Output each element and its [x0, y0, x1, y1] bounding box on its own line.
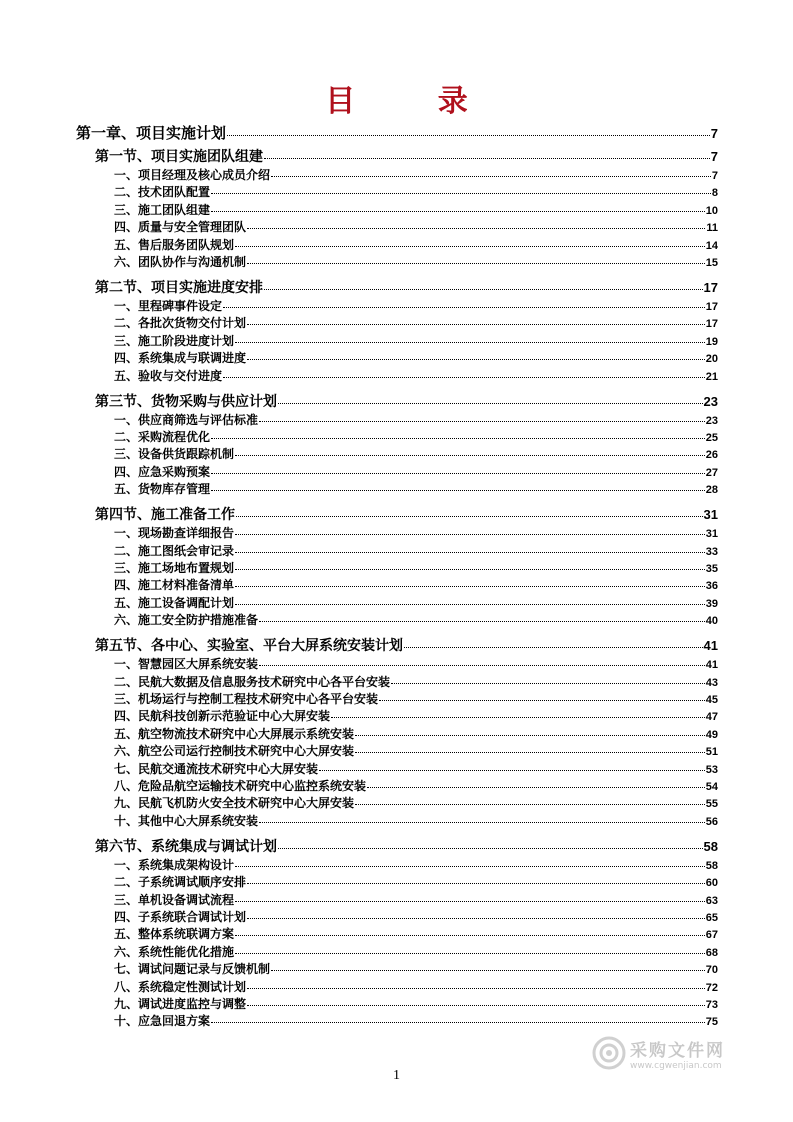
- toc-leader-dots: [235, 455, 705, 456]
- toc-page-number: 15: [705, 257, 718, 269]
- toc-leader-dots: [247, 263, 705, 264]
- toc-section[interactable]: [95, 840, 718, 854]
- toc-leader-dots: [211, 438, 705, 439]
- toc-entry-label: 五、整体系统联调方案: [114, 927, 235, 942]
- toc-entry-label: 一、供应商筛选与评估标准: [114, 412, 259, 427]
- toc-leader-dots: [236, 516, 703, 517]
- toc-leader-dots: [259, 421, 705, 422]
- toc-entry-label: 第三节、货物采购与供应计划: [95, 393, 277, 410]
- toc-leader-dots: [355, 804, 705, 805]
- toc-page-number: 47: [705, 711, 718, 724]
- toc-page-number: 67: [705, 929, 718, 942]
- toc-item[interactable]: [114, 894, 718, 907]
- toc-section[interactable]: [95, 395, 718, 409]
- toc-page-number: 73: [705, 999, 718, 1011]
- watermark-name: 采购文件网: [630, 1040, 725, 1061]
- toc-leader-dots: [235, 604, 705, 605]
- toc-item[interactable]: [114, 414, 718, 427]
- watermark: [592, 1030, 752, 1076]
- toc-item[interactable]: [114, 963, 718, 976]
- toc-entry-label: 七、调试问题记录与反馈机制: [114, 962, 271, 977]
- toc-item[interactable]: [114, 1015, 718, 1028]
- toc-item[interactable]: [114, 239, 718, 252]
- toc-page-number: 23: [703, 393, 718, 409]
- toc-page-number: 58: [705, 859, 718, 872]
- toc-entry-label: 三、施工场地布置规划: [114, 561, 235, 575]
- toc-item[interactable]: [114, 658, 718, 671]
- toc-entry-label: 第六节、系统集成与调试计划: [95, 838, 277, 855]
- toc-item[interactable]: [114, 928, 718, 941]
- toc-entry-label: 六、团队协作与沟通机制: [114, 255, 247, 269]
- toc-entry-label: 四、施工材料准备清单: [114, 578, 235, 593]
- toc-item[interactable]: [114, 221, 718, 234]
- toc-page-number: 36: [705, 580, 718, 593]
- toc-entry-label: 五、验收与交付进度: [114, 368, 223, 383]
- toc-leader-dots: [355, 752, 705, 753]
- toc-entry-label: 五、货物库存管理: [114, 482, 211, 497]
- toc-item[interactable]: [114, 981, 718, 994]
- toc-leader-dots: [223, 307, 705, 308]
- toc-leader-dots: [235, 342, 705, 343]
- toc-leader-dots: [259, 822, 705, 823]
- toc-entry-label: 八、系统稳定性测试计划: [114, 979, 247, 994]
- toc-section[interactable]: [95, 281, 718, 295]
- toc-leader-dots: [223, 377, 705, 378]
- toc-item[interactable]: [114, 998, 718, 1011]
- toc-leader-dots: [259, 665, 705, 666]
- toc-page-number: 7: [710, 126, 718, 141]
- toc-page-number: 21: [705, 370, 718, 383]
- toc-item[interactable]: [114, 911, 718, 924]
- toc-entry-label: 四、民航科技创新示范验证中心大屏安装: [114, 709, 331, 724]
- toc-leader-dots: [247, 988, 705, 989]
- toc-entry-label: 八、危险品航空运输技术研究中心监控系统安装: [114, 779, 367, 793]
- page-number: 1: [393, 1068, 400, 1083]
- toc-leader-dots: [355, 735, 705, 736]
- toc-page-number: 17: [705, 301, 718, 313]
- toc-leader-dots: [264, 289, 703, 290]
- toc-section[interactable]: [95, 508, 718, 522]
- toc-leader-dots: [235, 246, 705, 247]
- toc-page-number: 14: [705, 239, 718, 252]
- toc-leader-dots: [211, 211, 705, 212]
- toc-leader-dots: [404, 647, 703, 648]
- toc-entry-label: 六、航空公司运行控制技术研究中心大屏安装: [114, 744, 355, 759]
- toc-entry-label: 三、施工团队组建: [114, 202, 211, 217]
- toc-leader-dots: [235, 552, 705, 553]
- toc-section[interactable]: [95, 639, 718, 653]
- toc-item[interactable]: [114, 335, 718, 348]
- toc-page-number: 70: [705, 964, 718, 977]
- toc-entry-label: 一、智慧园区大屏系统安装: [114, 657, 259, 672]
- toc-item[interactable]: [114, 300, 718, 313]
- toc-page-number: 31: [705, 528, 718, 541]
- toc-entry-label: 九、民航飞机防火安全技术研究中心大屏安装: [114, 796, 355, 811]
- toc-leader-dots: [278, 403, 703, 404]
- toc-item[interactable]: [114, 579, 718, 592]
- toc-entry-label: 九、调试进度监控与调整: [114, 997, 247, 1011]
- toc-item[interactable]: [114, 876, 718, 889]
- toc-page-number: 75: [705, 1016, 718, 1029]
- toc-leader-dots: [379, 700, 705, 701]
- toc-page-number: 41: [703, 638, 718, 654]
- toc-page-number: 53: [705, 763, 718, 776]
- toc-entry-label: 二、技术团队配置: [114, 185, 211, 200]
- toc-chapter[interactable]: [76, 126, 718, 141]
- toc-item[interactable]: [114, 946, 718, 959]
- toc-page-number: 26: [705, 449, 718, 462]
- toc-leader-dots: [271, 970, 705, 971]
- toc-leader-dots: [319, 770, 705, 771]
- toc-page-number: 31: [703, 507, 718, 523]
- toc-entry-label: 一、系统集成架构设计: [114, 857, 235, 872]
- toc-page-number: 68: [705, 946, 718, 959]
- toc-leader-dots: [211, 473, 705, 474]
- toc-leader-dots: [391, 683, 705, 684]
- toc-page-number: 25: [705, 432, 718, 444]
- toc-leader-dots: [271, 176, 711, 177]
- watermark-url: www.cgwenjian.com: [630, 1060, 722, 1071]
- toc-leader-dots: [247, 883, 705, 884]
- toc-entry-label: 二、各批次货物交付计划: [114, 316, 247, 331]
- toc-page-number: 65: [705, 912, 718, 924]
- toc-leader-dots: [278, 848, 703, 849]
- toc-page-number: 7: [711, 170, 718, 182]
- toc-leader-dots: [331, 717, 705, 718]
- toc-leader-dots: [235, 901, 705, 902]
- toc-leader-dots: [235, 586, 705, 587]
- toc-leader-dots: [235, 569, 705, 570]
- toc-entry-label: 第一节、项目实施团队组建: [95, 149, 263, 165]
- toc-entry-label: 四、质量与安全管理团队: [114, 220, 247, 235]
- toc-item[interactable]: [114, 169, 718, 182]
- toc-entry-label: 三、设备供货跟踪机制: [114, 447, 235, 462]
- toc-leader-dots: [259, 621, 705, 622]
- toc-entry-label: 第四节、施工准备工作: [95, 507, 235, 524]
- toc-page-number: 19: [705, 335, 718, 348]
- toc-page-number: 39: [705, 597, 718, 610]
- toc-page-number: 23: [705, 414, 718, 427]
- toc-item[interactable]: [114, 728, 718, 741]
- toc-page-number: 58: [703, 838, 718, 854]
- toc-leader-dots: [211, 193, 711, 194]
- toc-page-number: 40: [705, 615, 718, 628]
- toc-page-number: 17: [705, 318, 718, 331]
- toc-item[interactable]: [114, 204, 718, 217]
- toc-item[interactable]: [114, 710, 718, 723]
- toc-page-number: 8: [711, 187, 718, 200]
- toc-leader-dots: [247, 228, 705, 229]
- toc-page-number: 20: [705, 353, 718, 366]
- toc-item[interactable]: [114, 317, 718, 330]
- toc-item[interactable]: [114, 527, 718, 540]
- toc-page-number: 10: [705, 204, 718, 217]
- toc-entry-label: 二、子系统调试顺序安排: [114, 875, 247, 890]
- toc-page-number: 17: [703, 280, 718, 295]
- toc-item[interactable]: [114, 545, 718, 558]
- toc-item[interactable]: [114, 186, 718, 199]
- toc-page-number: 49: [705, 728, 718, 741]
- toc-leader-dots: [247, 324, 705, 325]
- toc-entry-label: 二、施工图纸会审记录: [114, 543, 235, 558]
- toc-leader-dots: [235, 935, 705, 936]
- toc-leader-dots: [211, 1022, 705, 1023]
- toc-item[interactable]: [114, 815, 718, 828]
- toc-page-number: 33: [705, 545, 718, 558]
- toc-page-number: 28: [705, 484, 718, 497]
- toc-page-number: 60: [705, 877, 718, 890]
- toc-item[interactable]: [114, 614, 718, 627]
- toc-entry-label: 第二节、项目实施进度安排: [95, 280, 263, 296]
- toc-entry-label: 一、里程碑事件设定: [114, 299, 223, 313]
- toc-section[interactable]: [95, 150, 718, 164]
- toc-entry-label: 七、民航交通流技术研究中心大屏安装: [114, 761, 319, 776]
- toc-entry-label: 四、系统集成与联调进度: [114, 351, 247, 366]
- toc-page-number: 72: [705, 981, 718, 994]
- toc-page-number: 41: [705, 659, 718, 672]
- toc-leader-dots: [235, 534, 705, 535]
- toc-entry-label: 第五节、各中心、实验室、平台大屏系统安装计划: [95, 638, 403, 655]
- toc-page-number: 51: [705, 746, 718, 759]
- toc-item[interactable]: [114, 763, 718, 776]
- toc-leader-dots: [247, 1005, 705, 1006]
- toc-entry-label: 一、现场勘查详细报告: [114, 526, 235, 541]
- toc-page-number: 7: [710, 149, 718, 164]
- toc-page-number: 54: [705, 781, 718, 793]
- toc-item[interactable]: [114, 797, 718, 810]
- toc-entry-label: 五、售后服务团队规划: [114, 237, 235, 252]
- toc-item[interactable]: [114, 676, 718, 689]
- toc-item[interactable]: [114, 448, 718, 461]
- toc-item[interactable]: [114, 352, 718, 365]
- toc-page-number: 27: [705, 466, 718, 479]
- toc-item[interactable]: [114, 597, 718, 610]
- toc-page-number: 56: [705, 815, 718, 828]
- toc-item[interactable]: [114, 256, 718, 269]
- toc-entry-label: 三、单机设备调试流程: [114, 892, 235, 907]
- toc-entry-label: 第一章、项目实施计划: [76, 124, 227, 142]
- toc-item[interactable]: [114, 431, 718, 444]
- toc-entry-label: 六、系统性能优化措施: [114, 944, 235, 959]
- toc-item[interactable]: [114, 745, 718, 758]
- toc-leader-dots: [227, 135, 710, 136]
- toc-item[interactable]: [114, 780, 718, 793]
- toc-leader-dots: [367, 787, 705, 788]
- toc-entry-label: 二、采购流程优化: [114, 430, 211, 444]
- toc-item[interactable]: [114, 466, 718, 479]
- toc-entry-label: 五、施工设备调配计划: [114, 595, 235, 610]
- toc-entry-label: 十、应急回退方案: [114, 1014, 211, 1029]
- toc-entry-label: 五、航空物流技术研究中心大屏展示系统安装: [114, 726, 355, 741]
- toc-leader-dots: [235, 866, 705, 867]
- toc-leader-dots: [235, 953, 705, 954]
- toc-entry-label: 四、子系统联合调试计划: [114, 910, 247, 924]
- toc-item[interactable]: [114, 562, 718, 575]
- toc-item[interactable]: [114, 693, 718, 706]
- toc-entry-label: 十、其他中心大屏系统安装: [114, 813, 259, 828]
- toc-item[interactable]: [114, 859, 718, 872]
- toc-entry-label: 六、施工安全防护措施准备: [114, 613, 259, 628]
- toc-title: 目 录: [325, 84, 504, 119]
- toc-page-number: 63: [705, 894, 718, 907]
- watermark-logo-icon: [592, 1036, 626, 1070]
- toc-entry-label: 四、应急采购预案: [114, 464, 211, 479]
- toc-item[interactable]: [114, 483, 718, 496]
- toc-page-number: 55: [705, 798, 718, 811]
- toc-entry-label: 二、民航大数据及信息服务技术研究中心各平台安装: [114, 674, 391, 689]
- toc-leader-dots: [247, 918, 705, 919]
- toc-item[interactable]: [114, 370, 718, 383]
- toc-leader-dots: [211, 490, 705, 491]
- toc-entry-label: 三、施工阶段进度计划: [114, 333, 235, 348]
- toc-page-number: 45: [705, 694, 718, 706]
- toc-leader-dots: [264, 158, 710, 159]
- toc-leader-dots: [247, 359, 705, 360]
- toc-page-number: 11: [706, 222, 718, 235]
- toc-page-number: 35: [705, 563, 718, 575]
- toc-entry-label: 一、项目经理及核心成员介绍: [114, 168, 271, 182]
- toc-page-number: 43: [705, 676, 718, 689]
- toc-entry-label: 三、机场运行与控制工程技术研究中心各平台安装: [114, 692, 379, 706]
